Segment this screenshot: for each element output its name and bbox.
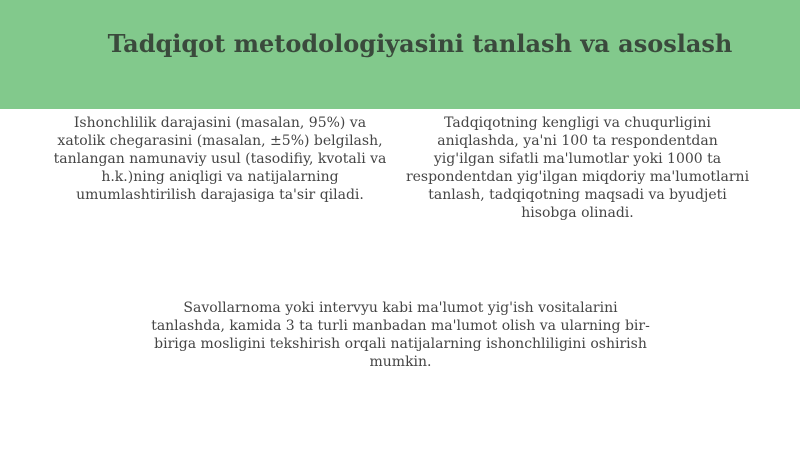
left-text-block: Ishonchlilik darajasini (masalan, 95%) va xatolik chegarasini (masalan, ±5%) belgilash, tanlangan namunaviy usul (tasodifiy, kvotali va h.k.)ning aniqligi va natijalarning umumlashtirilish darajasiga ta'sir qiladi. <box>53 115 387 203</box>
bottom-text-block: Savollarnoma yoki intervyu kabi ma'lumot yig'ish vositalarini tanlashda, kamida 3 ta turli manbadan ma'lumot olish va ularning bir-biriga mosligini tekshirish orqali natijalarning ishonchliligini oshirish mumkin. <box>151 300 650 370</box>
right-text-block: Tadqiqotning kengligi va chuqurligini aniqlashda, ya'ni 100 ta respondentdan yig'ilgan sifatli ma'lumotlar yoki 1000 ta respondentdan yig'ilgan miqdoriy ma'lumotlarni tanlash, tadqiqotning maqsadi va byudjeti hisobga olinadi. <box>405 115 750 221</box>
slide-title: Tadqiqot metodologiyasini tanlash va asoslash <box>107 29 733 58</box>
